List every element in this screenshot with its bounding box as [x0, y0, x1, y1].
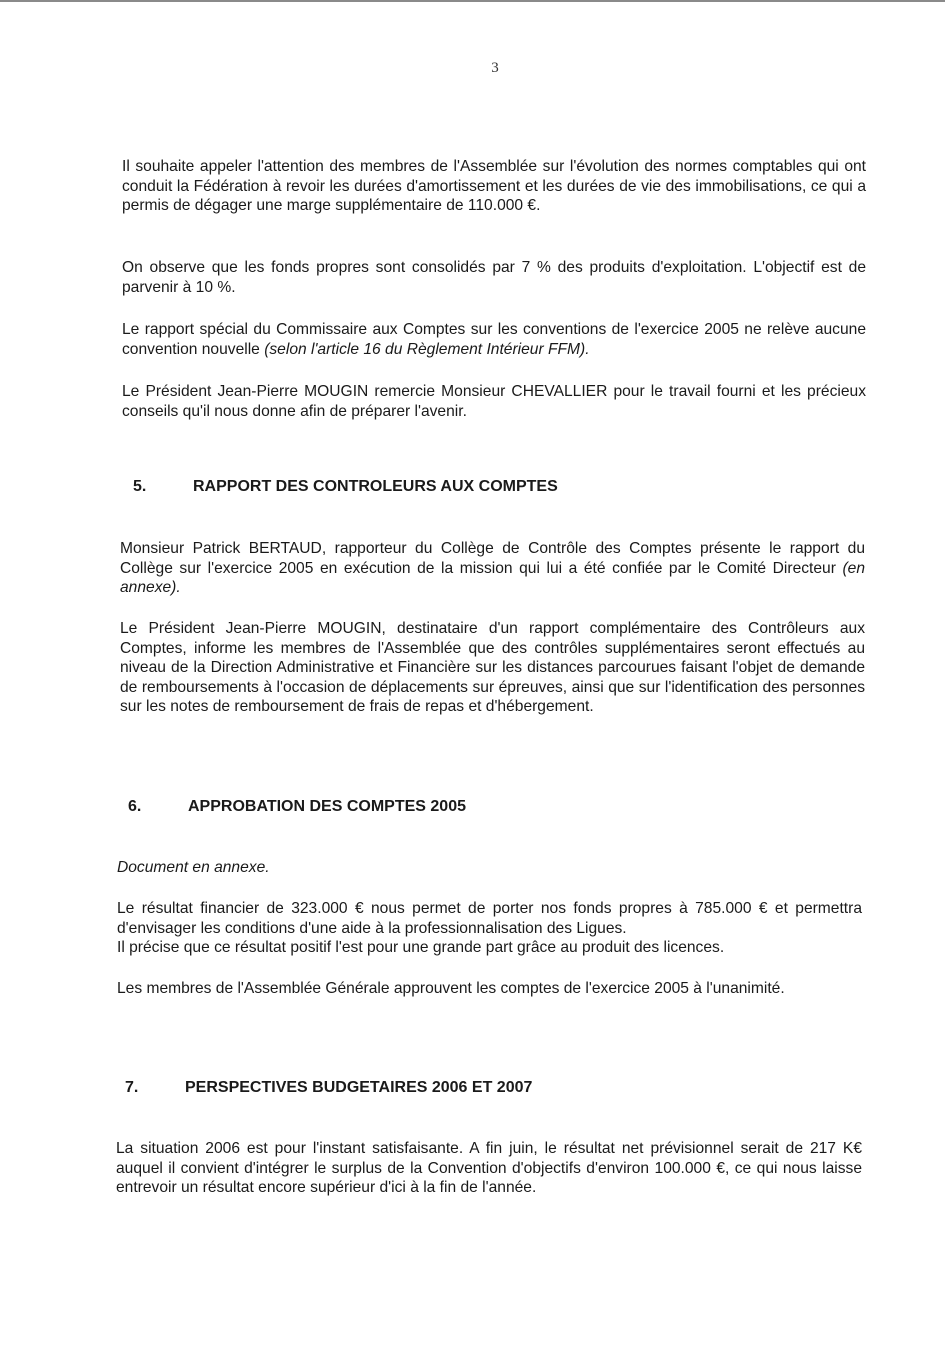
section-heading-5: [133, 478, 558, 496]
page-number: 3: [491, 60, 499, 76]
paragraph-rapport-special: [122, 320, 866, 359]
section-title: PERSPECTIVES BUDGETAIRES 2006 ET 2007: [185, 1079, 533, 1096]
paragraph-rapport-special-text: Le rapport spécial du Commissaire aux Comptes sur les conventions de l'exercice 2005 ne relève aucune convention nouvelle: [122, 321, 866, 358]
paragraph-situation-2006: La situation 2006 est pour l'instant satisfaisante. A fin juin, le résultat net prévisionnel serait de 217 K€ auquel il convient d'intégrer le surplus de la Convention d'objectifs d'environ 100.000 €, ce qui nous laisse entrevoir un résultat encore supérieur d'ici à la fin de l'année.: [116, 1140, 862, 1196]
section-heading-6: [128, 798, 466, 816]
section-number: 6.: [128, 798, 142, 815]
section-heading-7: [125, 1079, 532, 1097]
section-number: 7.: [125, 1079, 139, 1096]
paragraph-document-annexe: [117, 858, 862, 878]
paragraph-remerciements: Le Président Jean-Pierre MOUGIN remercie Monsieur CHEVALLIER pour le travail fourni et les précieux conseils qu'il nous donne afin de préparer l'avenir.: [122, 383, 866, 420]
paragraph-normes-comptables: Il souhaite appeler l'attention des membres de l'Assemblée sur l'évolution des normes comptables qui ont conduit la Fédération à revoir les durées d'amortissement et les durées de vie des immobilisations, ce qui a permis de dégager une marge supplémentaire de 110.000 €.: [122, 158, 866, 214]
paragraph-resultat-financier: Le résultat financier de 323.000 € nous permet de porter nos fonds propres à 785.000 € et permettra d'envisager les conditions d'une aide à la professionnalisation des Ligues.: [117, 900, 862, 937]
paragraph-bertaud: [120, 539, 865, 598]
top-rule: [0, 0, 945, 2]
paragraph-bertaud-text: Monsieur Patrick BERTAUD, rapporteur du Collège de Contrôle des Comptes présente le rapport du Collège sur l'exercice 2005 en exécution de la mission qui lui a été confiée par le Comité Directeur: [120, 540, 865, 577]
paragraph-controles: Le Président Jean-Pierre MOUGIN, destinataire d'un rapport complémentaire des Contrôleurs aux Comptes, informe les membres de l'Assemblée que des contrôles supplémentaires seront effectués au niveau de la Direction Administrative et Financière sur les distances parcourues faisant l'objet de demande de remboursements à l'occasion de déplacements sur épreuves, ainsi que sur l'identification des personnes sur les notes de remboursement de frais de repas et d'hébergement.: [120, 620, 865, 715]
section-number: 5.: [133, 478, 147, 495]
paragraph-rapport-special-italic: (selon l'article 16 du Règlement Intérieur FFM).: [264, 340, 590, 358]
paragraph-resultat-licences: Il précise que ce résultat positif l'est pour une grande part grâce au produit des licences.: [117, 939, 725, 956]
paragraph-document-annexe-italic: Document en annexe.: [117, 859, 270, 876]
section-title: APPROBATION DES COMPTES 2005: [188, 798, 466, 815]
paragraph-fonds-propres: On observe que les fonds propres sont consolidés par 7 % des produits d'exploitation. L'objectif est de parvenir à 10 %.: [122, 259, 866, 296]
paragraph-bertaud-italic: (en annexe).: [120, 559, 865, 596]
paragraph-approbation: Les membres de l'Assemblée Générale approuvent les comptes de l'exercice 2005 à l'unanimité.: [117, 980, 785, 997]
section-title: RAPPORT DES CONTROLEURS AUX COMPTES: [193, 478, 558, 495]
